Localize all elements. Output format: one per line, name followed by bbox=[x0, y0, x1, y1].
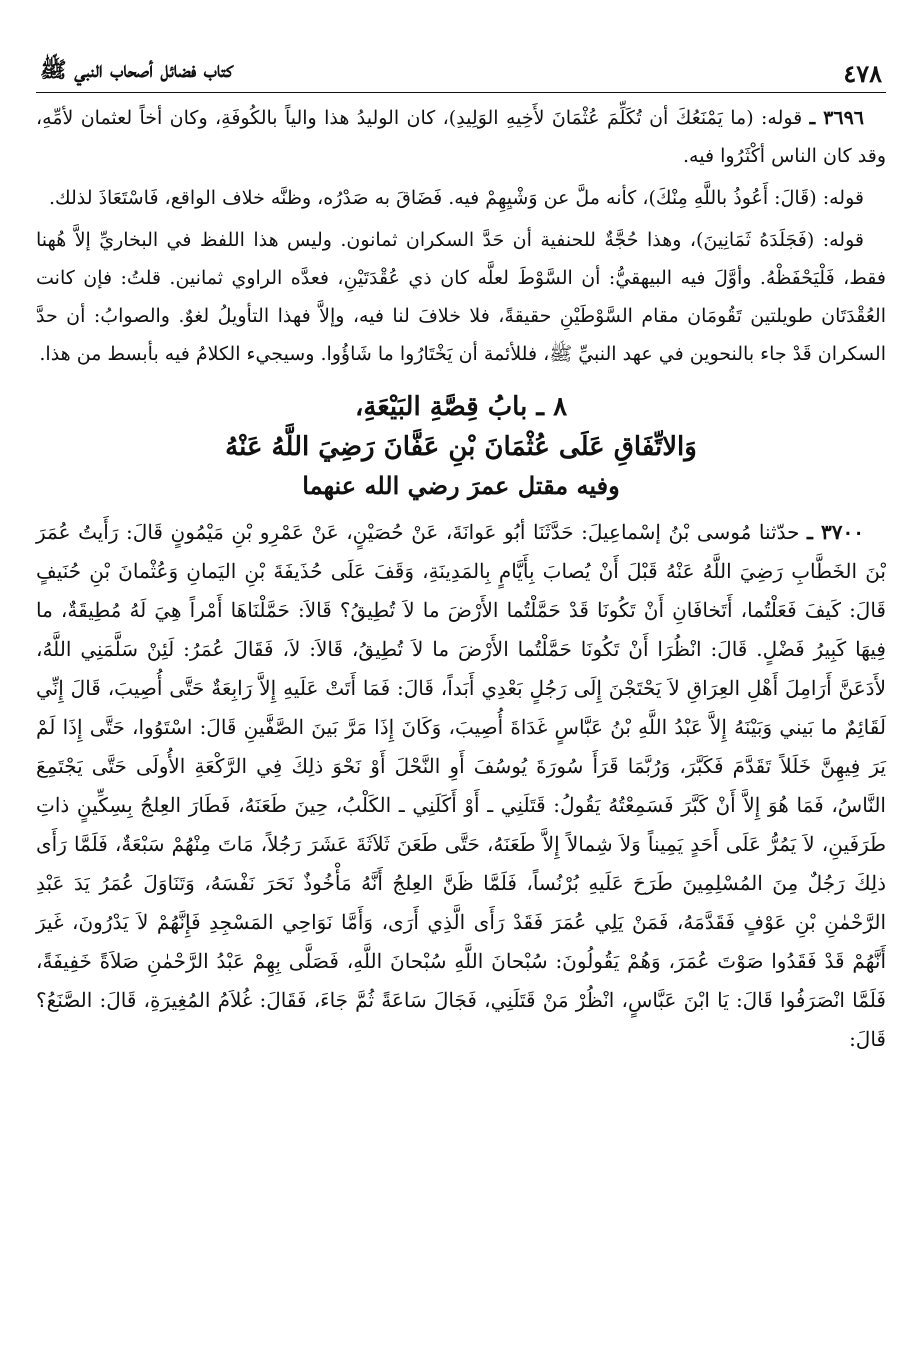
chapter-title-line-2: وَالاتِّفَاقِ عَلَى عُثْمَانَ بْنِ عَفَّانَ رَضِيَ اللَّهُ عَنْهُ bbox=[225, 432, 697, 462]
commentary-paragraph bbox=[36, 221, 886, 373]
commentary-paragraph bbox=[36, 179, 886, 217]
commentary-text: قوله: (ما يَمْنَعُكَ أن تُكَلِّمَ عُثْمَانَ لأَخِيهِ الوَلِيدِ)، كان الوليدُ هذا والياً بالكُوفَةِ، وكان أخاً لعثمان لأمِّهِ، وقد كان الناس أكْثَرُوا فيه. bbox=[36, 107, 886, 167]
hadith-paragraph bbox=[36, 513, 886, 1059]
commentary-number: ٣٦٩٦ ـ bbox=[809, 107, 864, 129]
chapter-subtitle: وفيه مقتل عمرَ رضي الله عنهما bbox=[302, 471, 620, 500]
book-title: كتاب فضائل أصحاب النبي ﷺ bbox=[40, 57, 233, 83]
hadith-text: حدّثنا مُوسى بْنُ إسْماعِيلَ: حَدَّثَنَا أبُو عَوانَةَ، عَنْ حُصَيْنٍ، عَنْ عَمْرِو بْنِ مَيْمُونٍ قَالَ: رَأَيتُ عُمَرَ بْنَ الخَطَّابِ رَضِيَ اللَّهُ عَنْهُ قَبْلَ أَنْ يُصابَ بِأَيَّامٍ بِالمَدِينَةِ، وَقَفَ عَلَى حُذَيفَةَ بْنِ اليَمانِ وَعُثْمانَ بْنِ حُنَيفٍ قَالَ: كَيفَ فَعَلْتُما، أَتَخافَانِ أَنْ تَكُونَا قَدْ حَمَّلْتُما الأَرْضَ ما لاَ تُطِيقُ؟ قَالاَ: حَمَّلْنَاهَا أَمْراً هِيَ لَهُ مُطِيقَةٌ، ما فِيهَا كَبِيرُ فَضْلٍ. قَالَ: انْظُرَا أَنْ تَكُونَا حَمَّلْتُما الأَرْضَ ما لاَ تُطِيقُ، قَالاَ: لاَ، فَقَالَ عُمَرُ: لَئِنْ سَلَّمَنِي اللَّهُ، لأَدَعَنَّ أَرَامِلَ أَهْلِ العِرَاقِ لاَ يَحْتَجْنَ إِلَى رَجُلٍ بَعْدِي أَبَداً، قَالَ: فَمَا أَتَتْ عَلَيهِ إِلاَّ رَابِعَةٌ حَتَّى أُصِيبَ، قَالَ إِنِّي لَقَائِمٌ ما بَيني وَبَيْنَهُ إِلاَّ عَبْدُ اللَّهِ بْنُ عَبَّاسٍ غَدَاةَ أُصِيبَ، وَكَانَ إِذَا مَرَّ بَينَ الصَّفَّينِ قَالَ: اسْتَوُوا، حَتَّى إِذَا لَمْ يَرَ فِيهِنَّ خَلَلاً تَقَدَّمَ فَكَبَّرَ، وَرُبَّمَا قَرَأَ سُورَةَ يُوسُفَ أَوِ النَّحْلَ أَوْ نَحْوَ ذلِكَ فِي الرَّكْعَةِ الأُولَى حَتَّى يَجْتَمِعَ النَّاسُ، فَمَا هُوَ إِلاَّ أَنْ كَبَّرَ فَسَمِعْتُهُ يَقُولُ: قَتَلَنِي ـ أَوْ أَكَلَنِي ـ الكَلْبُ، حِينَ طَعَنَهُ، فَطَارَ العِلجُ بِسِكِّينٍ ذاتِ طَرَفَينِ، لاَ يَمُرُّ عَلَى أَحَدٍ يَمِيناً وَلاَ شِمالاً إِلاَّ طَعَنَهُ، حَتَّى طَعَنَ ثَلاَثَةَ عَشَرَ رَجُلاً، مَاتَ مِنْهُمْ سَبْعَةٌ، فَلَمَّا رَأَى ذلِكَ رَجُلٌ مِنَ المُسْلِمِينَ طَرَحَ عَلَيهِ بُرْنُساً، فَلَمَّا ظَنَّ العِلجُ أَنَّهُ مَأْخُوذٌ نَحَرَ نَفْسَهُ، وَتَنَاوَلَ عُمَرُ يَدَ عَبْدِ الرَّحْمٰنِ بْنِ عَوْفٍ فَقَدَّمَهُ، فَمَنْ يَلِي عُمَرَ فَقَدْ رَأَى الَّذِي أَرَى، وَأَمَّا نَوَاحِي المَسْجِدِ فَإِنَّهُمْ لاَ يَدْرُونَ، غَيرَ أَنَّهُمْ قَدْ فَقَدُوا صَوْتَ عُمَرَ، وَهُمْ يَقُولُونَ: سُبْحانَ اللَّهِ سُبْحانَ اللَّهِ، فَصَلَّى بِهِمْ عَبْدُ الرَّحْمٰنِ صَلاَةً خَفِيفَةً، فَلَمَّا انْصَرَفُوا قَالَ: يَا ابْنَ عَبَّاسٍ، انْظُرْ مَنْ قَتَلَنِي، فَجَالَ سَاعَةً ثُمَّ جَاءَ، فَقَالَ: غُلاَمُ المُغِيرَةِ، قَالَ: الصَّنَعُ؟ قَالَ: bbox=[36, 520, 887, 1051]
commentary-paragraph bbox=[36, 99, 886, 175]
hadith-number: ٣٧٠٠ ـ bbox=[807, 520, 865, 544]
page-header bbox=[36, 44, 886, 93]
commentary-section bbox=[36, 99, 886, 373]
chapter-heading bbox=[36, 387, 886, 505]
chapter-title-line-1: ٨ ـ بابُ قِصَّةِ البَيْعَةِ، bbox=[354, 392, 568, 422]
hadith-section bbox=[36, 513, 886, 1059]
commentary-text: قوله: (قَالَ: أَعُوذُ باللَّهِ مِنْكَ)، كأنه ملَّ عن وَشْيِهِمْ فيه. فَضَاقَ به صَدْرُه، وظنَّه خلاف الواقع، فَاسْتَعَاذَ لذلك. bbox=[48, 187, 864, 209]
commentary-text: قوله: (فَجَلَدَهُ ثَمَانِينَ)، وهذا حُجَّةٌ للحنفية أن حَدَّ السكران ثمانون. وليس هذا اللفظ في البخاريِّ إلاَّ هُهنا فقط، فَلْيَحْفَظْهُ. وأوَّلَ فيه البيهقيُّ: أن السَّوْطَ لعلَّه كان ذي عُقْدَتَيْنِ، فعدَّه الراوي ثمانين. قلتُ: فإن كانت العُقْدَتَان طويلتين تَقُومَان مقام السَّوْطَيْنِ حقيقةً، فلا خلافَ لنا فيه، وإلاَّ فهذا التأويلُ لغوٌ. والصوابُ: أن حدَّ السكران قَدْ جاء بالنحوين في عهد النبيِّ ﷺ، فللأئمة أن يَخْتَارُوا ما شَاؤُوا. وسيجيء الكلامُ فيه بأبسط من هذا. bbox=[36, 229, 886, 365]
document-page bbox=[36, 44, 886, 1344]
page-number: ٤٧٨ bbox=[843, 59, 882, 88]
